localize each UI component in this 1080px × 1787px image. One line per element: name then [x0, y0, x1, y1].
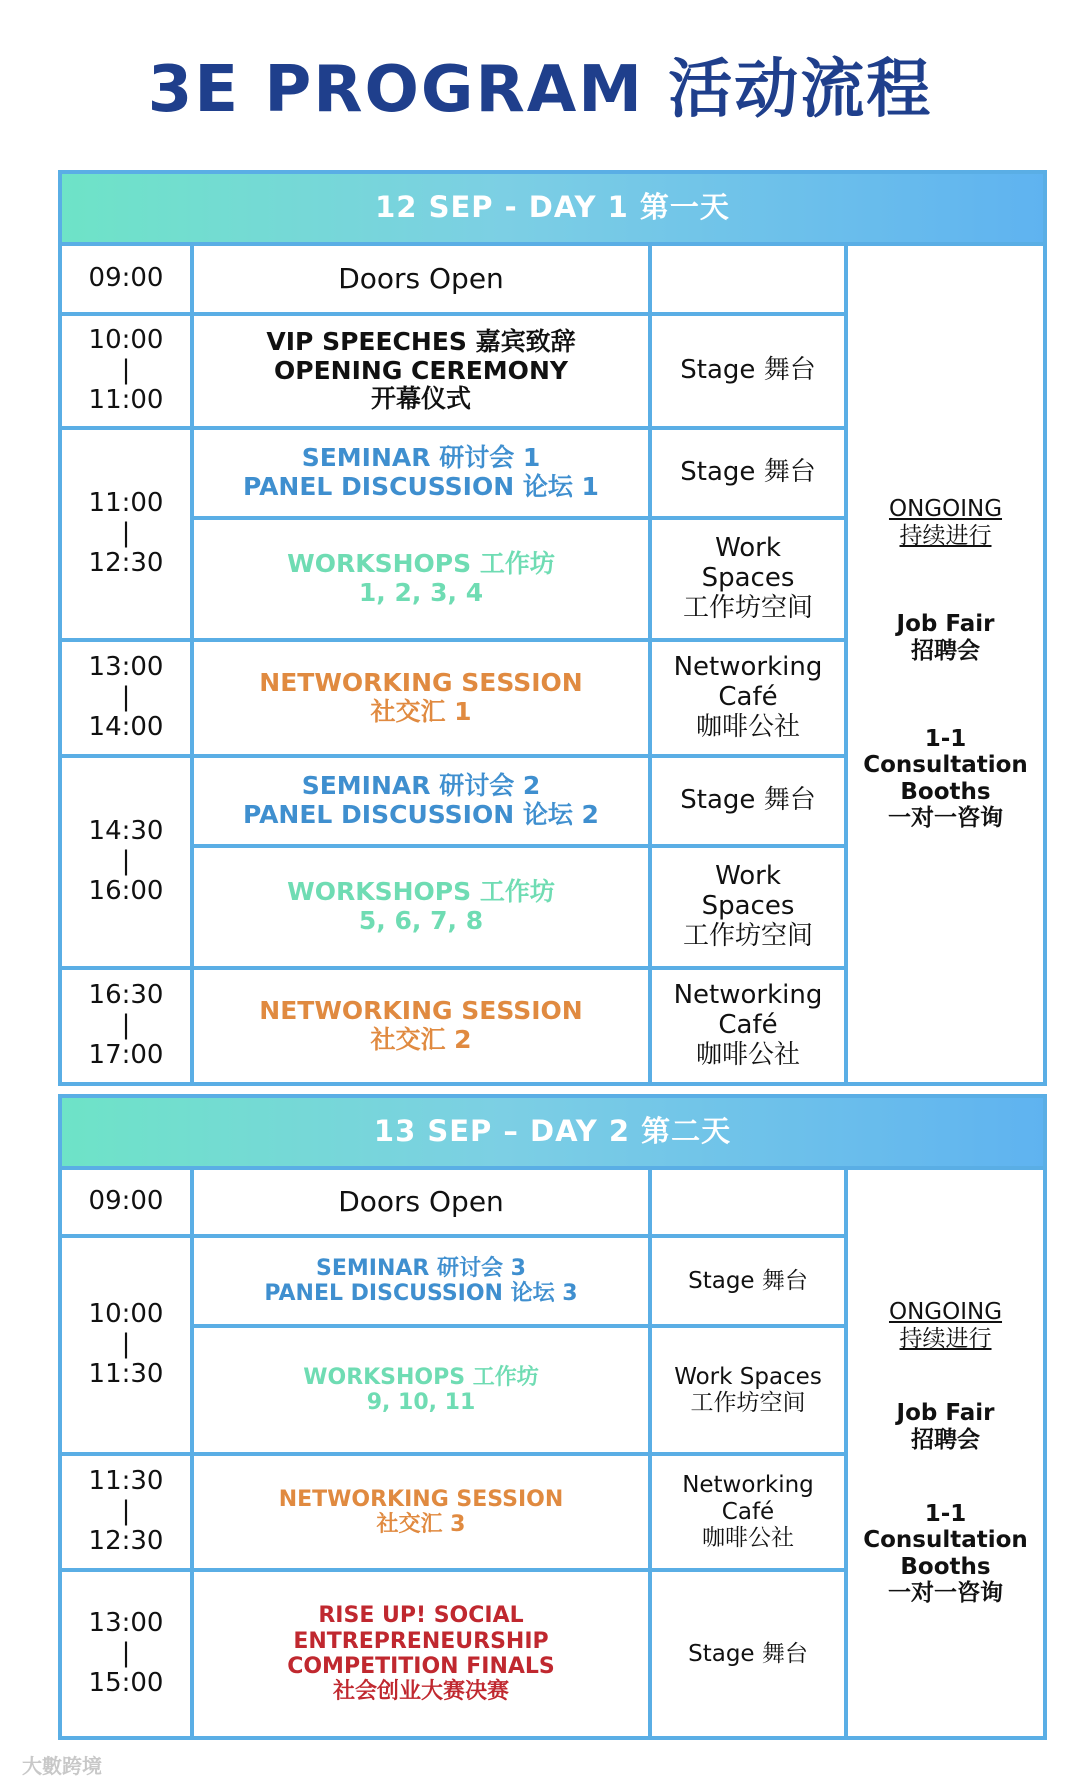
day1-schedule-table — [58, 170, 1047, 1086]
event-cell: WORKSHOPS 工作坊 5, 6, 7, 8 — [192, 846, 650, 968]
time-cell: 13:00 | 14:00 — [60, 640, 192, 756]
location-cell — [650, 244, 846, 314]
location-cell: Networking Café 咖啡公社 — [650, 640, 846, 756]
job-fair-label-cn: 招聘会 — [911, 1426, 981, 1453]
consultation-label-cn: 一对一咨询 — [888, 1580, 1004, 1607]
location-cell — [650, 1168, 846, 1236]
job-fair-label-cn: 招聘会 — [911, 637, 980, 664]
ongoing-label-cn: 持续进行 — [899, 522, 992, 549]
time-cell: 13:00 | 15:00 — [60, 1570, 192, 1738]
job-fair-label: Job Fair — [896, 1400, 995, 1427]
event-cell: SEMINAR 研讨会 2 PANEL DISCUSSION 论坛 2 — [192, 756, 650, 846]
event-cell: Doors Open — [192, 244, 650, 314]
time-cell: 11:00 | 12:30 — [60, 428, 192, 640]
location-cell: Stage 舞台 — [650, 1236, 846, 1326]
day2-ongoing-panel — [846, 1168, 1045, 1738]
event-cell: NETWORKING SESSION 社交汇 1 — [192, 640, 650, 756]
day1-row-doors — [60, 244, 1045, 314]
event-cell: WORKSHOPS 工作坊 1, 2, 3, 4 — [192, 518, 650, 640]
ongoing-label-cn: 持续进行 — [899, 1325, 992, 1352]
location-cell: Work Spaces 工作坊空间 — [650, 518, 846, 640]
location-cell: Networking Café 咖啡公社 — [650, 968, 846, 1084]
day2-schedule-table — [58, 1094, 1047, 1740]
consultation-line-2: Consultation — [863, 1527, 1028, 1554]
time-cell: 10:00 | 11:00 — [60, 314, 192, 428]
location-cell: Stage 舞台 — [650, 1570, 846, 1738]
time-cell: 14:30 | 16:00 — [60, 756, 192, 968]
day2-row-doors — [60, 1168, 1045, 1236]
event-cell: Doors Open — [192, 1168, 650, 1236]
time-cell: 11:30 | 12:30 — [60, 1454, 192, 1570]
time-cell: 09:00 — [60, 1168, 192, 1236]
time-cell: 10:00 | 11:30 — [60, 1236, 192, 1454]
event-cell: NETWORKING SESSION 社交汇 2 — [192, 968, 650, 1084]
location-cell: Stage 舞台 — [650, 428, 846, 518]
event-cell: SEMINAR 研讨会 3 PANEL DISCUSSION 论坛 3 — [192, 1236, 650, 1326]
consultation-line-1: 1-1 — [924, 1501, 967, 1527]
ongoing-label: ONGOING — [888, 496, 1003, 523]
page-title: 3E PROGRAM 活动流程 — [147, 53, 933, 127]
ongoing-label: ONGOING — [888, 1299, 1003, 1326]
location-cell: Stage 舞台 — [650, 756, 846, 846]
consultation-line-1: 1-1 — [924, 726, 967, 752]
location-cell: Networking Café 咖啡公社 — [650, 1454, 846, 1570]
consultation-line-3: Booths — [900, 1553, 991, 1580]
time-cell: 09:00 — [60, 244, 192, 314]
location-cell: Work Spaces 工作坊空间 — [650, 1326, 846, 1454]
consultation-label-cn: 一对一咨询 — [888, 805, 1003, 832]
event-cell: NETWORKING SESSION 社交汇 3 — [192, 1454, 650, 1570]
job-fair-label: Job Fair — [896, 611, 995, 638]
event-cell: WORKSHOPS 工作坊 9, 10, 11 — [192, 1326, 650, 1454]
consultation-line-2: Consultation — [863, 752, 1028, 779]
event-cell: RISE UP! SOCIAL ENTREPRENEURSHIP COMPETITION FINALS 社会创业大赛决赛 — [192, 1570, 650, 1738]
consultation-line-3: Booths — [900, 778, 991, 805]
watermark-logo: 大數跨境 — [22, 1754, 102, 1778]
event-cell: VIP SPEECHES 嘉宾致辞 OPENING CEREMONY 开幕仪式 — [192, 314, 650, 428]
time-cell: 16:30 | 17:00 — [60, 968, 192, 1084]
day1-header: 12 SEP - DAY 1 第一天 — [60, 172, 1045, 244]
day1-ongoing-panel — [846, 244, 1045, 1084]
location-cell: Stage 舞台 — [650, 314, 846, 428]
day2-header: 13 SEP – DAY 2 第二天 — [60, 1096, 1045, 1168]
event-cell: SEMINAR 研讨会 1 PANEL DISCUSSION 论坛 1 — [192, 428, 650, 518]
location-cell: Work Spaces 工作坊空间 — [650, 846, 846, 968]
